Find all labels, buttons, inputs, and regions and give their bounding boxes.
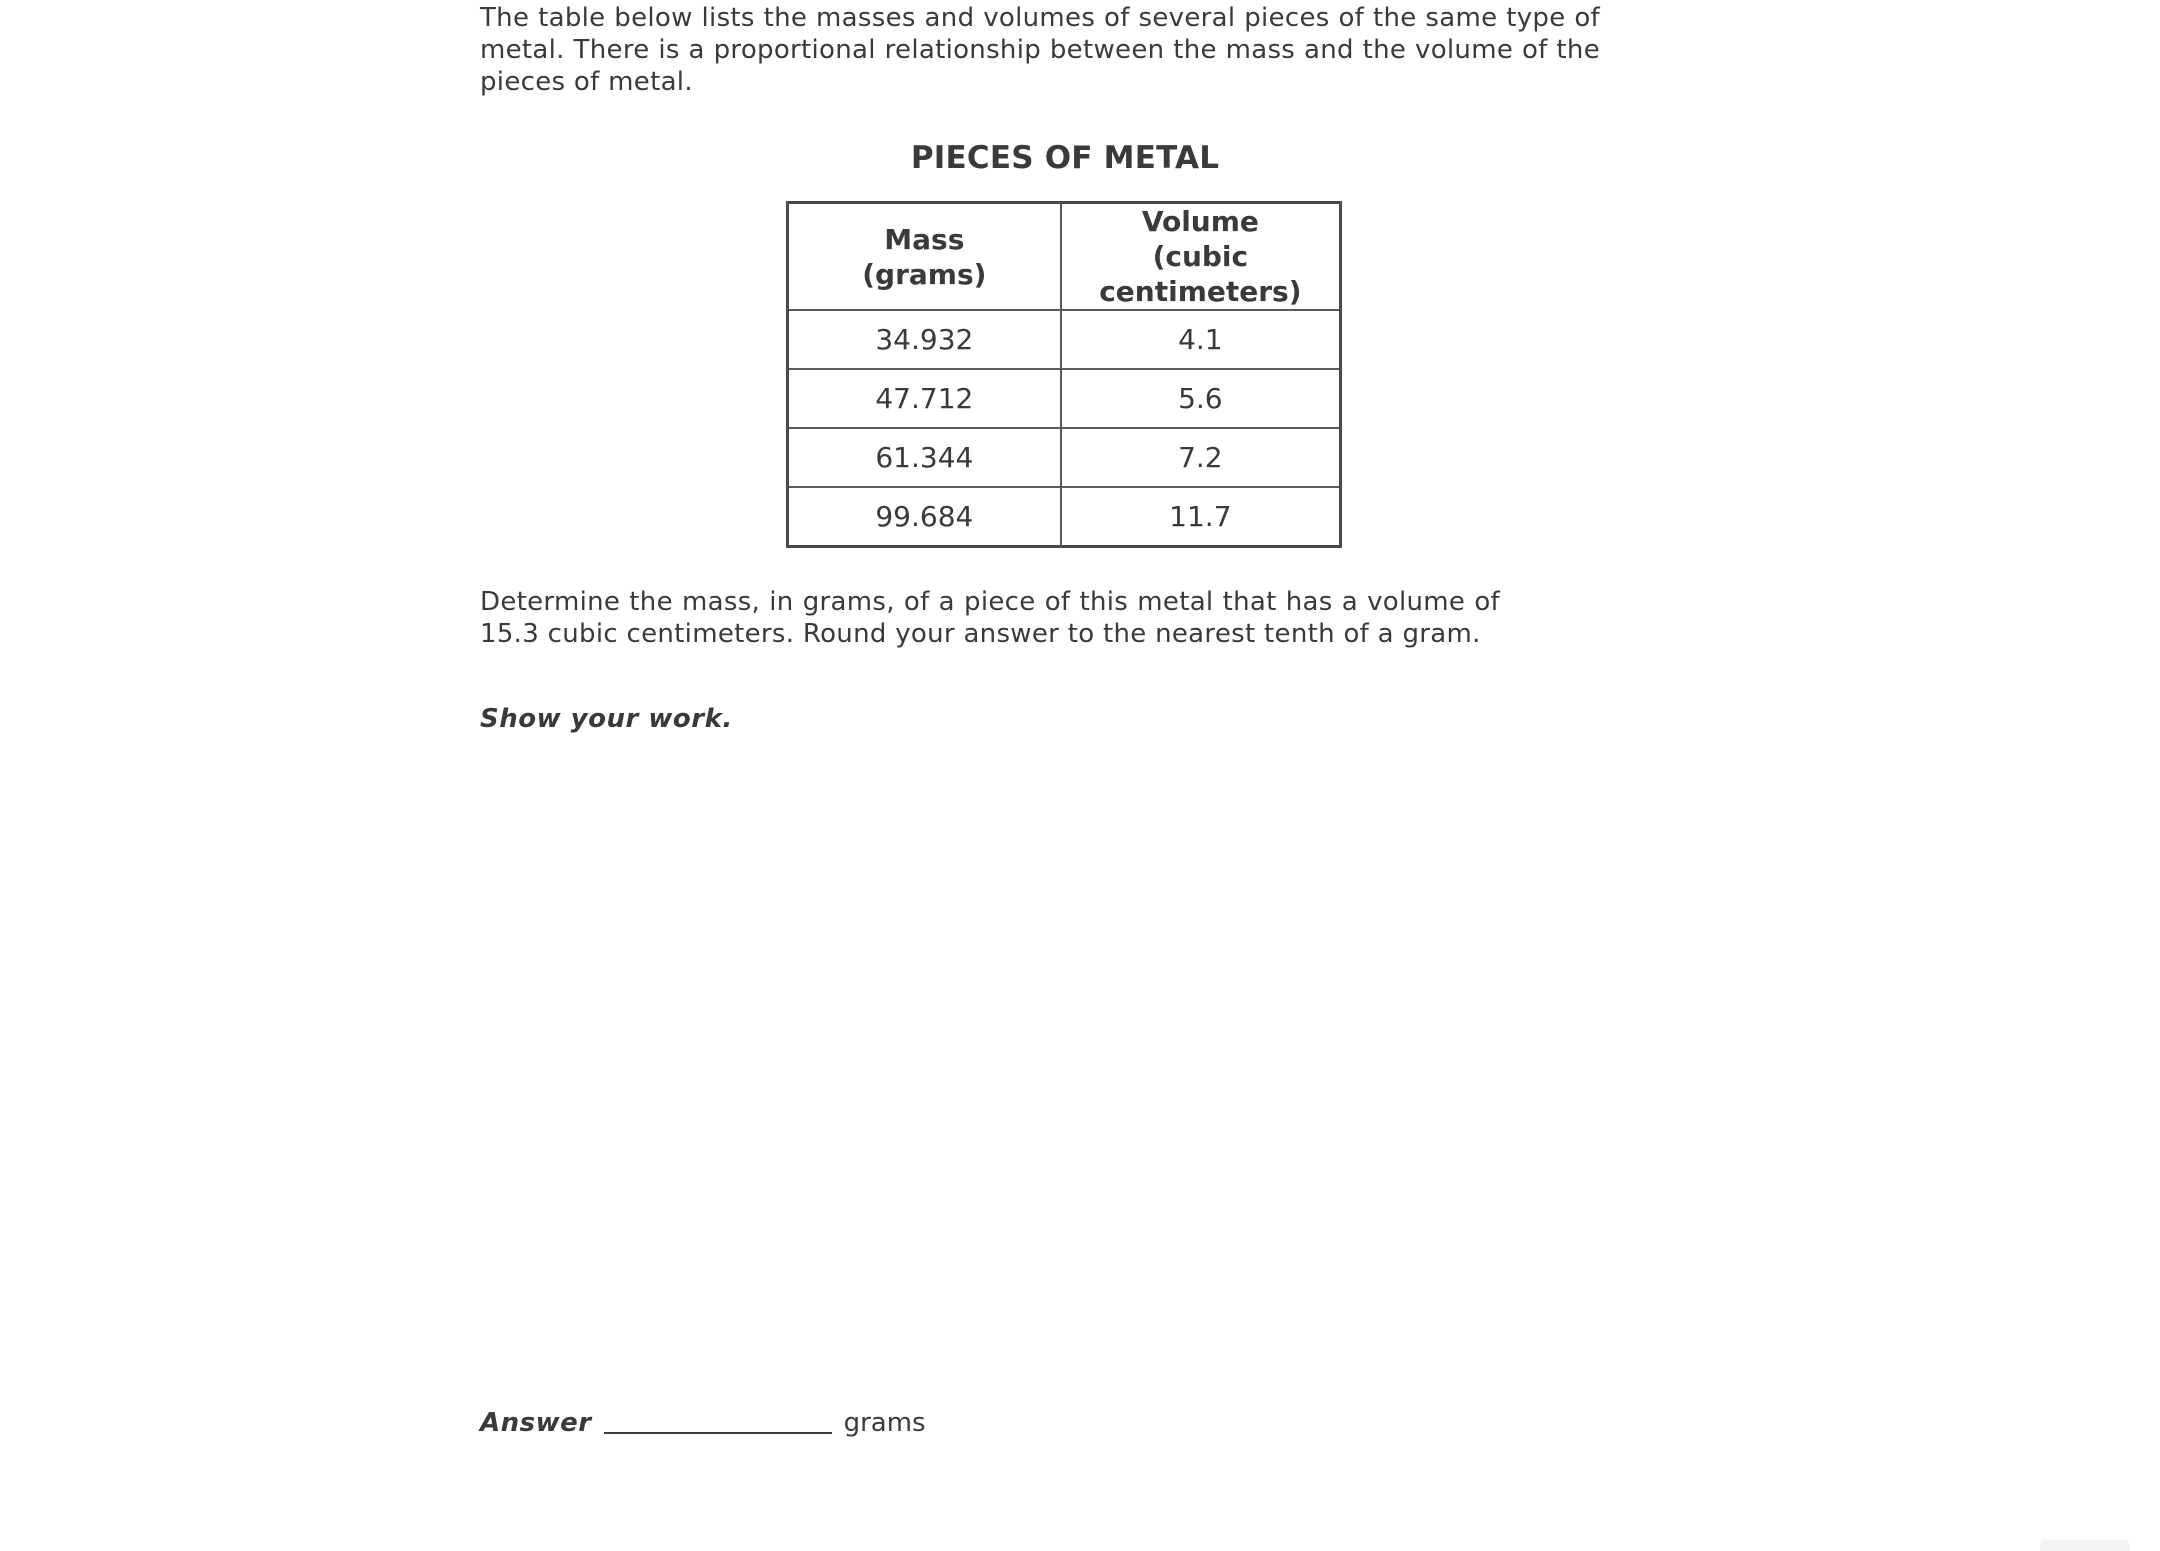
mass-cell: 61.344 [788,428,1061,487]
mass-cell: 47.712 [788,369,1061,428]
volume-cell: 7.2 [1061,428,1341,487]
table-row [788,369,1341,428]
volume-cell: 11.7 [1061,487,1341,547]
table-row [788,428,1341,487]
mass-header-label: Mass [884,222,965,256]
mass-cell: 34.932 [788,310,1061,369]
table-title: PIECES OF METAL [910,140,1220,176]
volume-header-unit: (cubic centimeters) [1099,240,1302,308]
table-row [788,310,1341,369]
mass-column-header [788,203,1061,311]
metal-table [786,201,1342,548]
mass-cell: 99.684 [788,487,1061,547]
answer-unit: grams [843,1408,926,1438]
intro-paragraph: The table below lists the masses and volumes of several pieces of the same type of metal. There is a proportional relationship between the mass and the volume of the pieces of metal. [480,3,1600,97]
table-row [788,487,1341,547]
answer-blank[interactable] [604,1408,832,1434]
answer-row [480,1404,926,1438]
table-header-row [788,203,1341,311]
page-corner-shadow [2040,1540,2130,1551]
volume-header-label: Volume [1141,205,1259,238]
volume-column-header [1061,203,1341,311]
volume-cell: 5.6 [1061,369,1341,428]
mass-header-unit: (grams) [862,257,987,291]
show-work-label: Show your work. [480,704,733,734]
question-paragraph: Determine the mass, in grams, of a piece of this metal that has a volume of 15.3 cubic centimeters. Round your answer to the nearest tenth of a gram. [480,587,1500,649]
volume-cell: 4.1 [1061,310,1341,369]
answer-label: Answer [480,1408,592,1438]
